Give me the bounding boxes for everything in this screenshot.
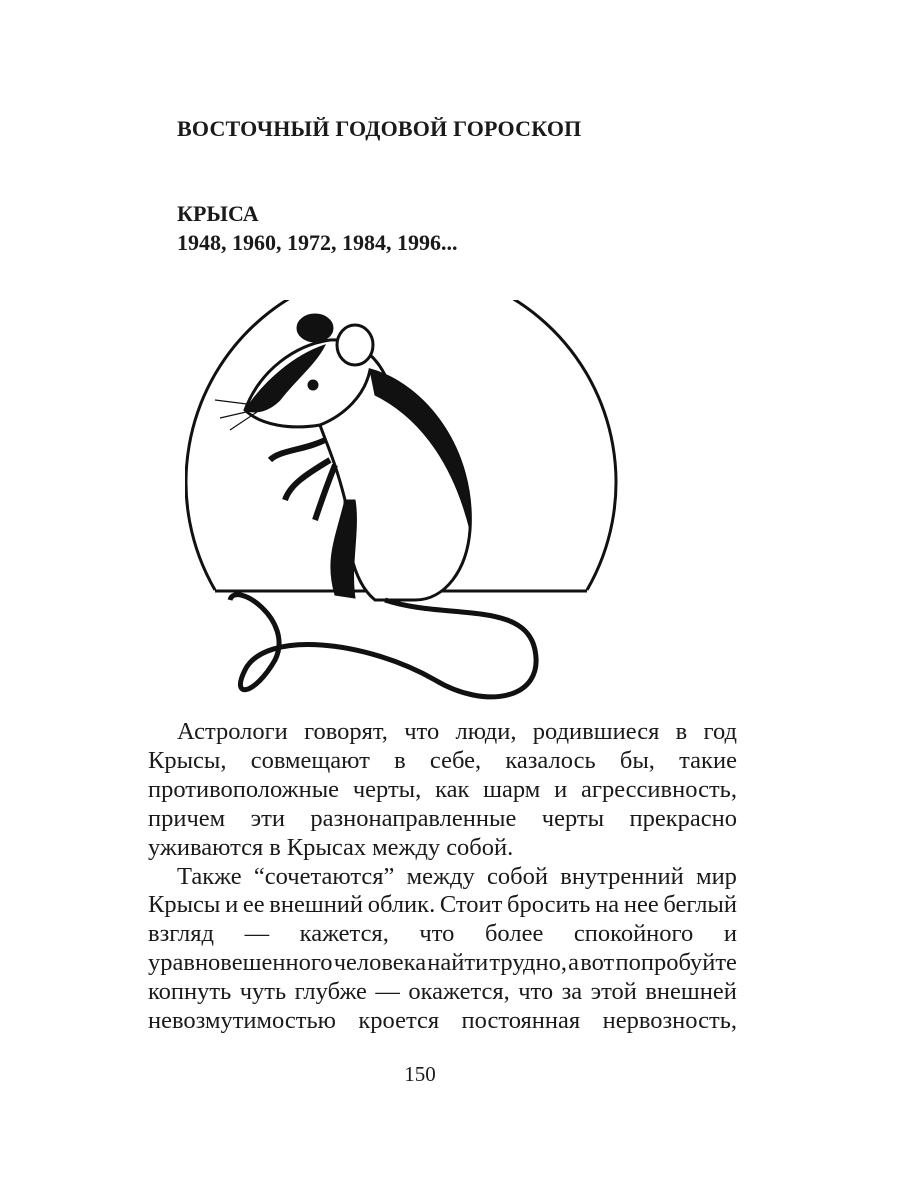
text-line: уравновешенного человека найти трудно, а вот попробуйте bbox=[148, 949, 737, 977]
sign-name: КРЫСА bbox=[177, 201, 259, 226]
rat-figure bbox=[215, 314, 536, 697]
text-line: копнуть чуть глубже — окажется, что за этой внешней bbox=[148, 978, 737, 1006]
rat-illustration bbox=[185, 300, 625, 720]
paragraph bbox=[148, 863, 737, 1036]
text-line: Крысы и ее внешний облик. Стоит бросить на нее беглый bbox=[148, 891, 737, 919]
text-line: Также “сочетаются” между собой внутренний мир bbox=[177, 862, 737, 890]
paragraph bbox=[148, 718, 737, 863]
text-line: взгляд — кажется, что более спокойного и bbox=[148, 920, 737, 948]
page-number: 150 bbox=[404, 1062, 436, 1086]
text-line: невозмутимостью кроется постоянная нервозность, bbox=[148, 1007, 737, 1035]
text-line: причем эти разнонаправленные черты прекрасно bbox=[148, 804, 737, 832]
sign-years: 1948, 1960, 1972, 1984, 1996... bbox=[177, 230, 458, 255]
page-heading: ВОСТОЧНЫЙ ГОДОВОЙ ГОРОСКОП bbox=[177, 116, 582, 141]
text-line: противоположные черты, как шарм и агрессивность, bbox=[148, 775, 737, 803]
body-text bbox=[148, 718, 737, 1036]
text-line: Крысы, совмещают в себе, казалось бы, такие bbox=[148, 746, 737, 774]
text-line: Астрологи говорят, что люди, родившиеся в год bbox=[177, 718, 737, 745]
sign-block bbox=[177, 199, 458, 257]
text-line: уживаются в Крысах между собой. bbox=[148, 833, 514, 861]
